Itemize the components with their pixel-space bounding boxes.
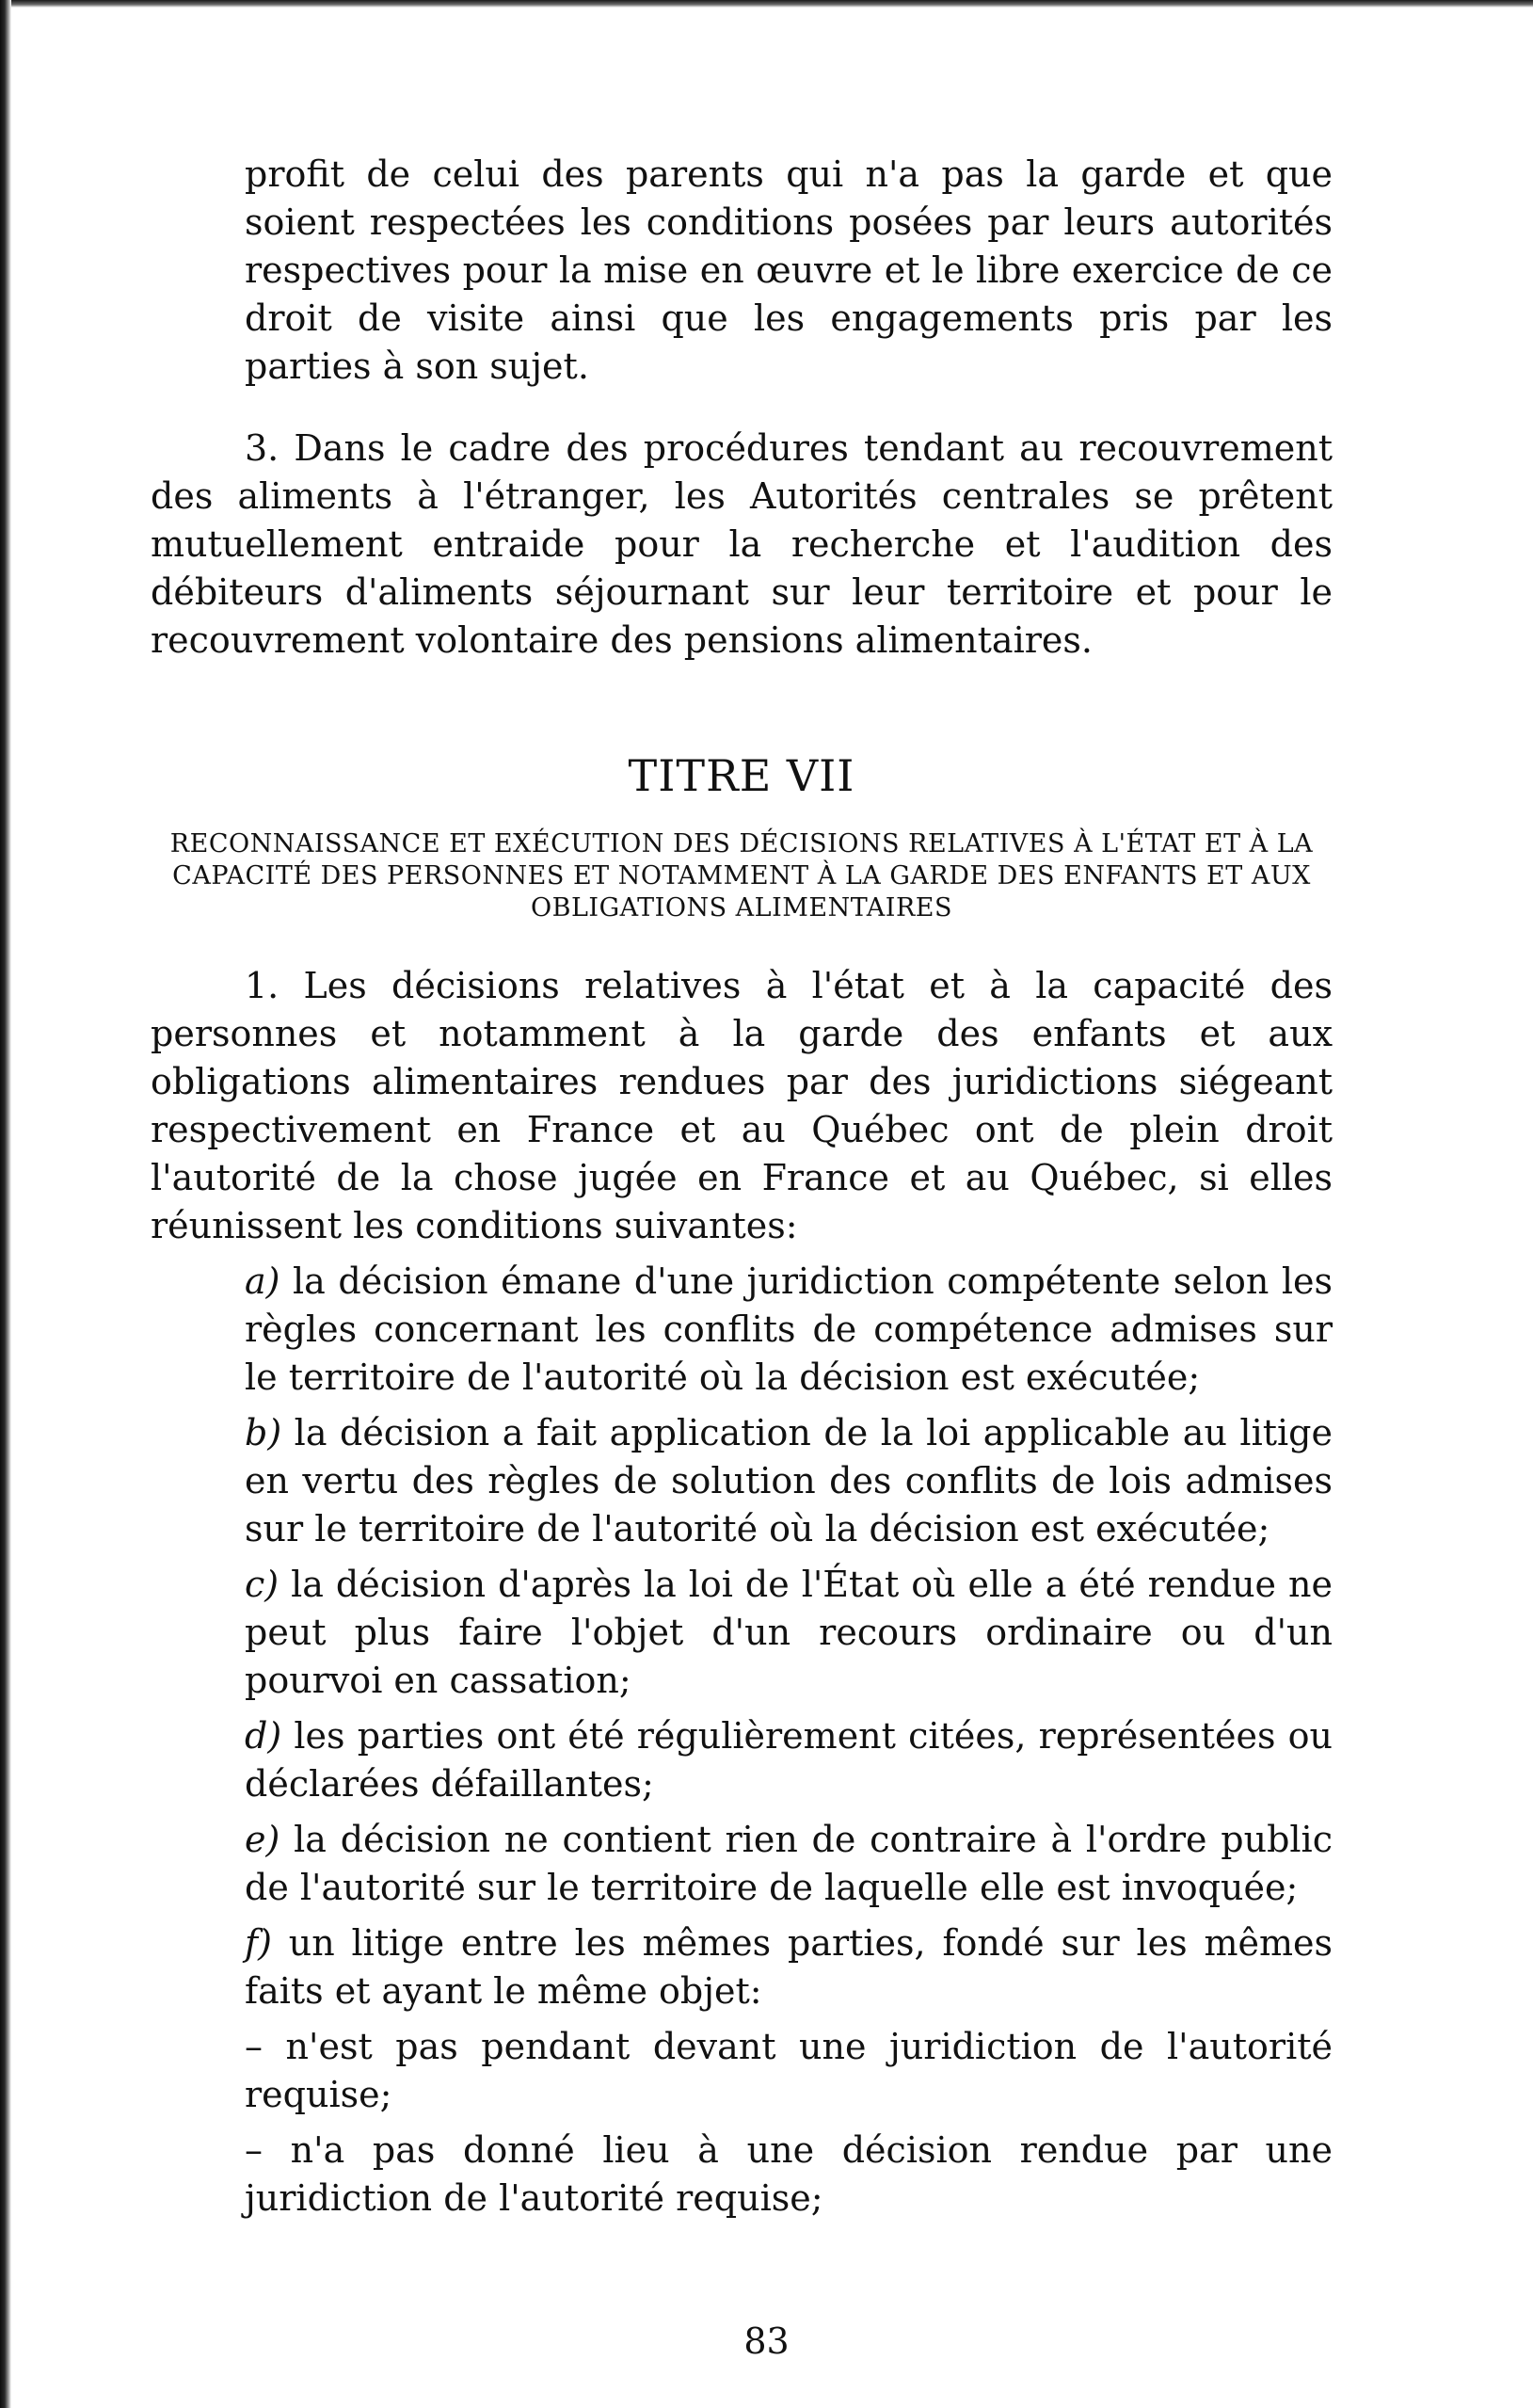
list-item-text: les parties ont été régulièrement citées, représentées ou déclarées défaillantes; — [245, 1715, 1333, 1805]
list-item-letter: f) — [245, 1922, 272, 1964]
list-item-b — [245, 1409, 1333, 1553]
list-item-e — [245, 1816, 1333, 1912]
scan-edge-top — [0, 0, 1533, 8]
dash-item-decision: – n'a pas donné lieu à une décision rendue par une juridiction de l'autorité requise; — [245, 2129, 1333, 2219]
titre-heading: TITRE VII — [628, 750, 855, 801]
list-item-a — [245, 1258, 1333, 1402]
article-1-paragraph: 1. Les décisions relatives à l'état et à la capacité des personnes et notamment à la garde des enfants et aux obligations alimentaires rendues par des juridictions siégeant respectivement en France et au Québec ont de plein droit l'autorité de la chose jugée en France et au Québec, si elles réunissent les conditions suivantes: — [151, 965, 1333, 1246]
list-item-text: la décision émane d'une juridiction compétente selon les règles concernant les conflits de compétence admises sur le territoire de l'autorité où la décision est exécutée; — [245, 1260, 1333, 1398]
list-item-text: la décision a fait application de la loi applicable au litige en vertu des règles de solution des conflits de lois admises sur le territoire de l'autorité où la décision est exécutée; — [245, 1412, 1333, 1549]
list-item-c — [245, 1561, 1333, 1705]
list-item-text: la décision d'après la loi de l'État où elle a été rendue ne peut plus faire l'objet d'un recours ordinaire ou d'un pourvoi en cassation; — [245, 1564, 1333, 1701]
list-item-d — [245, 1712, 1333, 1808]
list-item-letter: a) — [245, 1260, 280, 1302]
list-item-f — [245, 1919, 1333, 2015]
list-item-letter: e) — [245, 1819, 280, 1860]
list-item-text: la décision ne contient rien de contraire à l'ordre public de l'autorité sur le territoire de laquelle elle est invoquée; — [245, 1819, 1333, 1908]
page-number: 83 — [743, 2320, 790, 2362]
intro-paragraph: profit de celui des parents qui n'a pas la garde et que soient respectées les conditions posées par leurs autorités respectives pour la mise en œuvre et le libre exercice de ce droit de visite ainsi que les engagements pris par les parties à son sujet. — [245, 153, 1333, 387]
list-item-text: un litige entre les mêmes parties, fondé sur les mêmes faits et ayant le même objet: — [245, 1922, 1333, 2012]
page-body — [151, 151, 1333, 2223]
scan-edge-left — [0, 0, 11, 2408]
titre-subtitle: RECONNAISSANCE ET EXÉCUTION DES DÉCISIONS RELATIVES À L'ÉTAT ET À LA CAPACITÉ DES PERSONNES ET NOTAMMENT À LA GARDE DES ENFANTS ET AUX OBLIGATIONS ALIMENTAIRES — [169, 829, 1314, 923]
paragraph-3: 3. Dans le cadre des procédures tendant au recouvrement des aliments à l'étranger, les Autorités centrales se prêtent mutuellement entraide pour la recherche et l'audition des débiteurs d'aliments séjournant sur leur territoire et pour le recouvrement volontaire des pensions alimentaires. — [151, 427, 1333, 661]
dash-item-pending: – n'est pas pendant devant une juridiction de l'autorité requise; — [245, 2026, 1333, 2115]
list-item-letter: b) — [245, 1412, 282, 1453]
list-item-letter: d) — [245, 1715, 282, 1757]
list-item-letter: c) — [245, 1564, 279, 1605]
